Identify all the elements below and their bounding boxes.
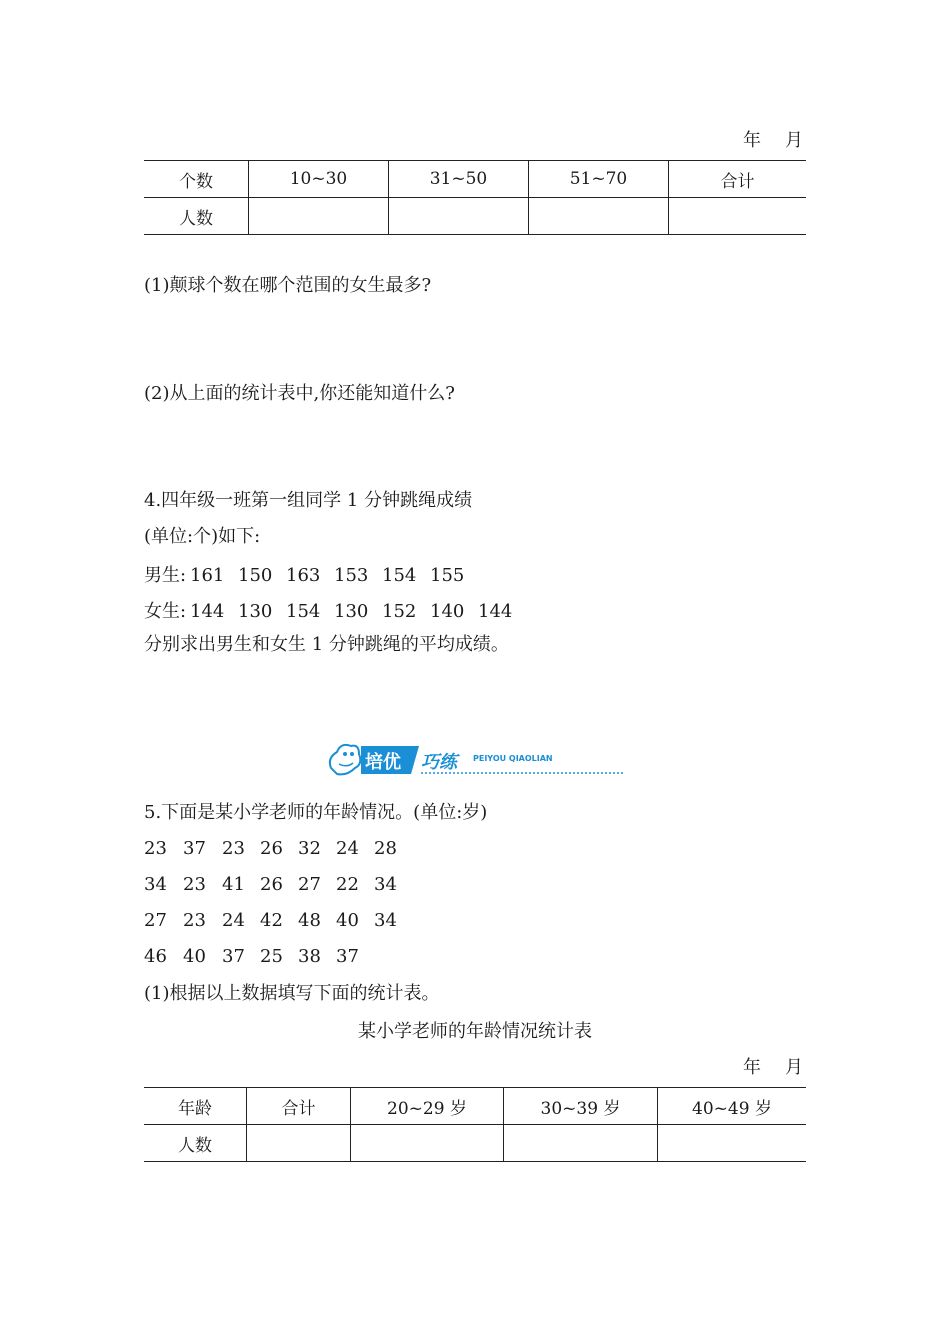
table-header-cell: 个数 [144, 161, 249, 198]
age-stat-table [144, 1087, 806, 1162]
banner-text-part1: 培优 [365, 752, 401, 773]
question-2: (2)从上面的统计表中,你还能知道什么? [144, 383, 455, 404]
age-value: 27 [298, 874, 321, 895]
age-value: 22 [336, 874, 359, 895]
age-value: 25 [260, 946, 283, 967]
table-header-row [144, 1088, 806, 1125]
year-label: 年 [743, 1057, 763, 1078]
age-value: 40 [336, 910, 359, 931]
banner-text-part2: 巧练 [421, 752, 457, 773]
month-label: 月 [785, 1057, 805, 1078]
score: 161 [190, 565, 225, 586]
table-header-cell: 合计 [247, 1088, 351, 1125]
boys-label: 男生: [144, 565, 187, 586]
table-header-cell: 30~39 岁 [504, 1088, 658, 1125]
year-label: 年 [743, 130, 763, 151]
age-row [144, 910, 412, 931]
age-value: 26 [260, 874, 283, 895]
score: 150 [238, 565, 273, 586]
row-label-cell: 人数 [144, 1125, 247, 1162]
problem-5-intro: 5.下面是某小学老师的年龄情况。(单位:岁) [144, 802, 488, 823]
boys-scores [144, 561, 478, 587]
question-1: (1)颠球个数在哪个范围的女生最多? [144, 275, 432, 296]
age-value: 37 [183, 838, 206, 859]
row-label-cell: 人数 [144, 198, 249, 235]
age-value: 24 [336, 838, 359, 859]
table-header-cell: 31~50 [389, 161, 529, 198]
blank-cell[interactable] [504, 1125, 658, 1162]
age-value: 34 [374, 910, 397, 931]
score: 144 [190, 601, 225, 622]
age-value: 41 [222, 874, 245, 895]
girls-label: 女生: [144, 601, 187, 622]
age-value: 34 [374, 874, 397, 895]
problem-4-ask: 分别求出男生和女生 1 分钟跳绳的平均成绩。 [144, 634, 509, 655]
banner-pinyin: PEIYOU QIAOLIAN [473, 754, 553, 763]
age-row [144, 838, 412, 859]
age-row [144, 874, 412, 895]
table-header-cell: 40~49 岁 [658, 1088, 807, 1125]
age-table-title: 某小学老师的年龄情况统计表 [358, 1021, 592, 1042]
table-header-row [144, 161, 806, 198]
score: 152 [382, 601, 417, 622]
age-value: 32 [298, 838, 321, 859]
age-value: 40 [183, 946, 206, 967]
age-value: 23 [183, 910, 206, 931]
problem-4-line2: (单位:个)如下: [144, 526, 261, 547]
age-value: 37 [222, 946, 245, 967]
score: 140 [430, 601, 465, 622]
score: 154 [286, 601, 321, 622]
score: 130 [238, 601, 273, 622]
age-value: 42 [260, 910, 283, 931]
table1-date [721, 126, 805, 152]
age-value: 27 [144, 910, 167, 931]
age-value: 34 [144, 874, 167, 895]
table-row [144, 1125, 806, 1162]
table-row [144, 198, 806, 235]
age-row [144, 946, 374, 967]
age-value: 23 [183, 874, 206, 895]
age-value: 23 [222, 838, 245, 859]
score: 130 [334, 601, 369, 622]
age-value: 26 [260, 838, 283, 859]
table-header-cell: 10~30 [249, 161, 389, 198]
practice-banner [325, 738, 625, 780]
girls-scores [144, 597, 526, 623]
blank-cell[interactable] [249, 198, 389, 235]
table-header-cell: 合计 [669, 161, 807, 198]
table2-date [721, 1053, 805, 1079]
score: 163 [286, 565, 321, 586]
table-header-cell: 年龄 [144, 1088, 247, 1125]
table-header-cell: 51~70 [529, 161, 669, 198]
score: 154 [382, 565, 417, 586]
blank-cell[interactable] [529, 198, 669, 235]
score: 153 [334, 565, 369, 586]
age-value: 28 [374, 838, 397, 859]
age-value: 23 [144, 838, 167, 859]
month-label: 月 [785, 130, 805, 151]
blank-cell[interactable] [658, 1125, 807, 1162]
blank-cell[interactable] [389, 198, 529, 235]
blank-cell[interactable] [669, 198, 807, 235]
age-value: 37 [336, 946, 359, 967]
score: 155 [430, 565, 465, 586]
age-value: 24 [222, 910, 245, 931]
problem-5-q1: (1)根据以上数据填写下面的统计表。 [144, 983, 440, 1004]
blank-cell[interactable] [351, 1125, 504, 1162]
score: 144 [478, 601, 513, 622]
table-header-cell: 20~29 岁 [351, 1088, 504, 1125]
age-value: 46 [144, 946, 167, 967]
age-value: 38 [298, 946, 321, 967]
problem-4-line1: 4.四年级一班第一组同学 1 分钟跳绳成绩 [144, 490, 473, 511]
age-value: 48 [298, 910, 321, 931]
ball-count-table [144, 160, 806, 235]
blank-cell[interactable] [247, 1125, 351, 1162]
